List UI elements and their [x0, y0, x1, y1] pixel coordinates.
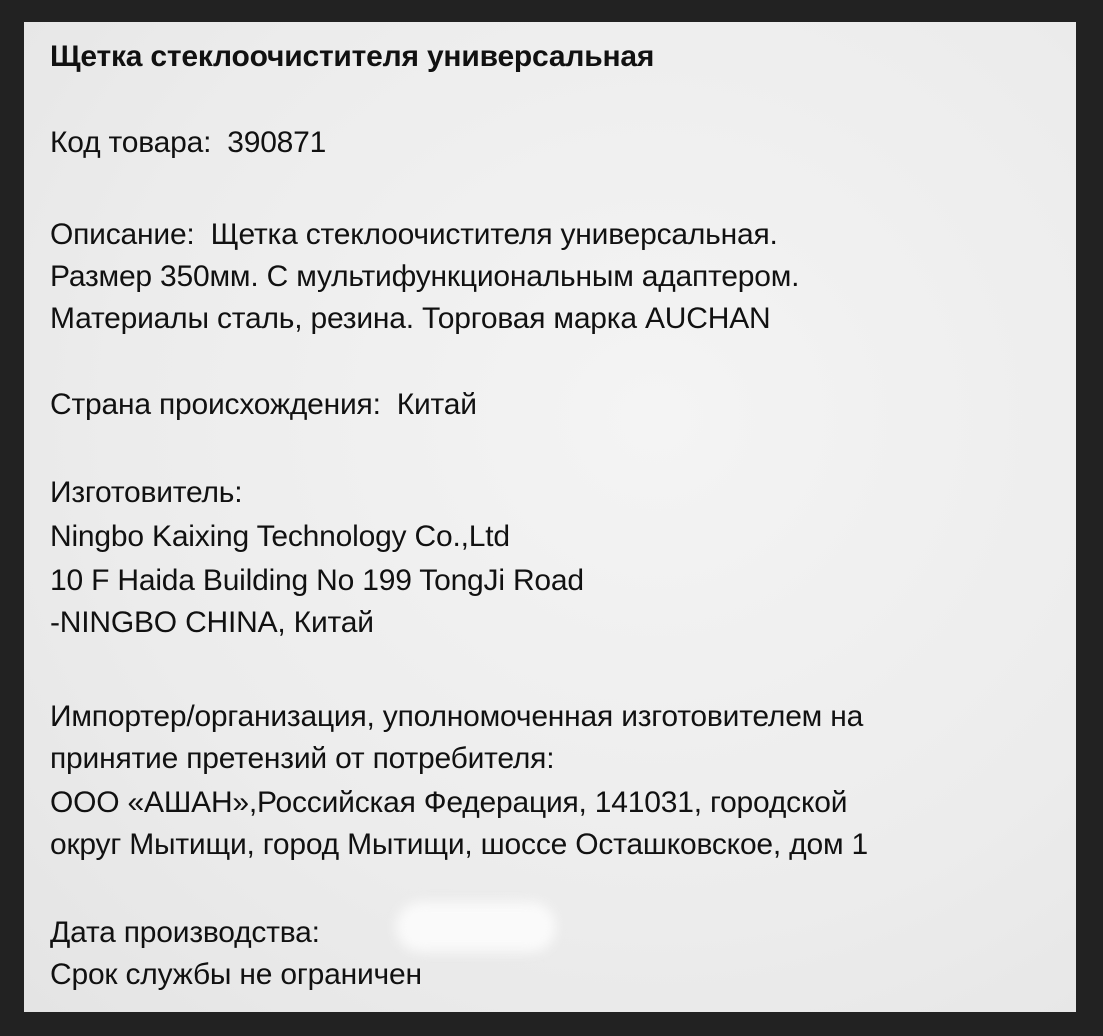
manufacturer-label: Изготовитель: [50, 476, 243, 509]
manufacturer-address-1: 10 F Haida Building No 199 TongJi Road [50, 564, 584, 597]
product-label [24, 22, 1076, 1012]
service-life: Срок службы не ограничен [50, 958, 422, 991]
product-code-value: 390871 [227, 126, 327, 159]
importer-line-4: округ Мытищи, город Мытищи, шоссе Осташковское, дом 1 [50, 828, 869, 861]
description-line-3: Материалы сталь, резина. Торговая марка AUCHAN [50, 302, 771, 335]
product-code-label: Код товара: [50, 126, 212, 159]
country-row [50, 388, 477, 422]
importer-line-2: принятие претензий от потребителя: [50, 742, 555, 775]
redacted-date-patch [396, 902, 556, 952]
manufacturer-address-2: -NINGBO CHINA, Китай [50, 606, 374, 639]
importer-line-3: ООО «АШАН»,Российская Федерация, 141031, городской [50, 786, 848, 819]
description-line-2: Размер 350мм. С мультифункциональным адаптером. [50, 260, 800, 293]
country-value: Китай [396, 388, 477, 421]
description-row [50, 218, 778, 252]
country-label: Страна происхождения: [50, 388, 381, 421]
production-date-label: Дата производства: [50, 916, 320, 949]
product-code-row [50, 126, 326, 160]
product-title: Щетка стеклоочистителя универсальная [50, 40, 655, 73]
description-line-1: Щетка стеклоочистителя универсальная. [210, 218, 778, 251]
manufacturer-name: Ningbo Kaixing Technology Co.,Ltd [50, 520, 510, 553]
description-label: Описание: [50, 218, 195, 251]
importer-line-1: Импортер/организация, уполномоченная изготовителем на [50, 700, 864, 733]
